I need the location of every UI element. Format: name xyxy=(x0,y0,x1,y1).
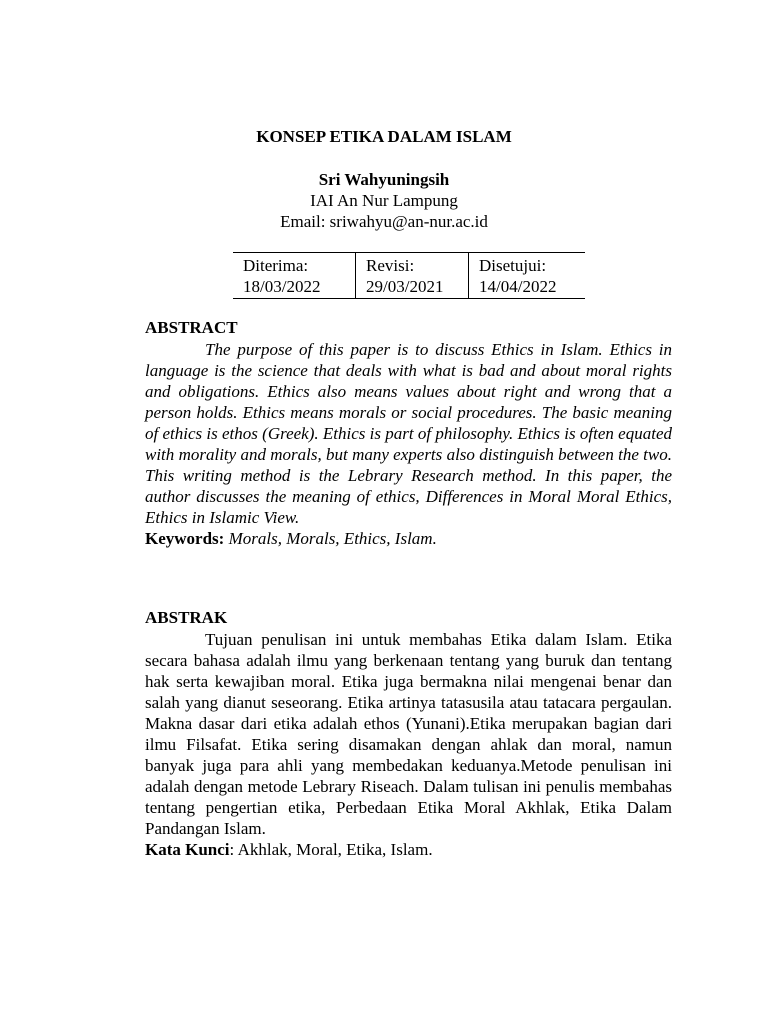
keywords-value: Morals, Morals, Ethics, Islam. xyxy=(224,529,437,548)
abstrak-heading: ABSTRAK xyxy=(145,608,228,627)
abstrak-section xyxy=(145,607,672,860)
author-email: Email: sriwahyu@an-nur.ac.id xyxy=(280,212,488,231)
revised-label: Revisi: xyxy=(366,256,415,275)
revised-value: 29/03/2021 xyxy=(366,277,444,296)
paper-title: KONSEP ETIKA DALAM ISLAM xyxy=(256,127,512,146)
kata-kunci-label: Kata Kunci xyxy=(145,840,230,859)
received-label: Diterima: xyxy=(243,256,309,275)
received-cell xyxy=(233,253,356,299)
abstrak-body: Tujuan penulisan ini untuk membahas Etika dalam Islam. Etika secara bahasa adalah ilmu yang berkenaan tentang yang buruk dan tentang hak serta kewajiban moral. Etika juga bermakna nilai mengenai benar dan salah yang dianut seseorang. Etika artinya tatasusila atau tatacara pergaulan. Makna dasar dari etika adalah ethos (Yunani).Etika merupakan bagian dari ilmu Filsafat. Etika sering disamakan dengan ahlak dan moral, namun banyak juga para ahli yang membedakan keduanya.Metode penulisan ini adalah dengan metode Lebrary Riseach. Dalam tulisan ini penulis membahas tentang pengertian etika, Perbedaan Etika Moral Akhlak, Etika Dalam Pandangan Islam. xyxy=(145,630,672,838)
author-name: Sri Wahyuningsih xyxy=(318,170,450,189)
abstract-body: The purpose of this paper is to discuss Ethics in Islam. Ethics in language is the science that deals with what is bad and about moral rights and obligations. Ethics also means values about right and wrong that a person holds. Ethics means morals or social procedures. The basic meaning of ethics is ethos (Greek). Ethics is part of philosophy. Ethics is often equated with morality and morals, but many experts also distinguish between the two. This writing method is the Lebrary Research method. In this paper, the author discusses the meaning of ethics, Differences in Moral Moral Ethics, Ethics in Islamic View. xyxy=(145,340,672,527)
author-affiliation: IAI An Nur Lampung xyxy=(310,191,458,210)
submission-dates-table xyxy=(233,252,585,299)
kata-kunci-value: : Akhlak, Moral, Etika, Islam. xyxy=(229,840,433,859)
approved-value: 14/04/2022 xyxy=(479,277,557,296)
received-value: 18/03/2022 xyxy=(243,277,321,296)
approved-cell xyxy=(469,253,586,299)
revised-cell xyxy=(356,253,469,299)
abstrak-keywords xyxy=(145,839,672,860)
keywords-label: Keywords: xyxy=(145,529,225,548)
approved-label: Disetujui: xyxy=(479,256,547,275)
abstract-section xyxy=(145,317,672,549)
abstract-heading: ABSTRACT xyxy=(145,318,238,337)
abstract-keywords xyxy=(145,528,672,549)
